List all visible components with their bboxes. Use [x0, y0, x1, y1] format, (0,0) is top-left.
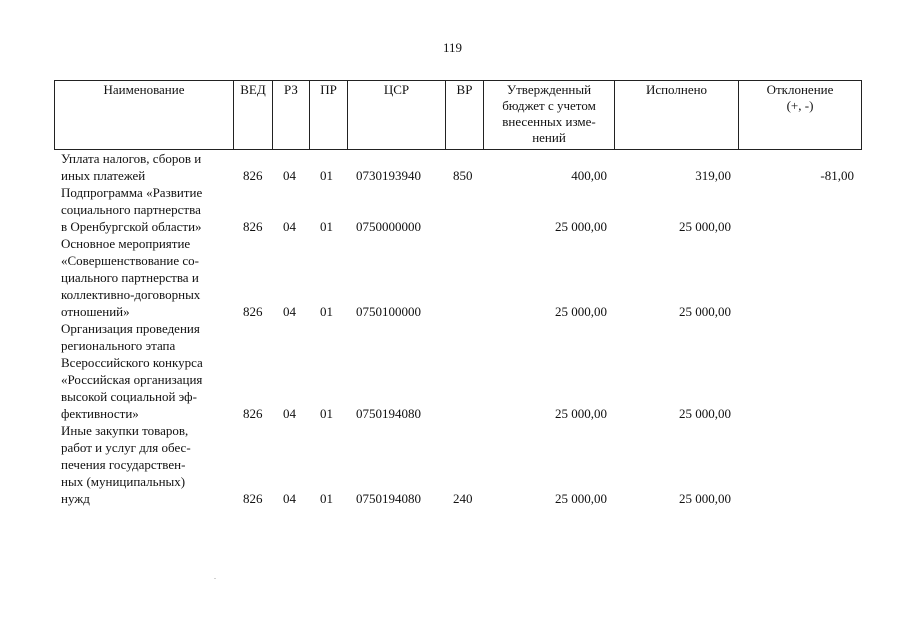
row-pr: 01	[320, 304, 333, 319]
row-ved: 826	[243, 219, 263, 234]
header-ved	[233, 80, 272, 150]
table-row	[0, 320, 905, 422]
row-name	[61, 184, 233, 235]
row-vr: 240	[453, 491, 473, 506]
row-name-line: нужд	[61, 491, 90, 506]
row-budget: 25 000,00	[555, 406, 607, 421]
row-csr: 0750194080	[356, 491, 421, 506]
row-name-line: Всероссийского конкурса	[61, 355, 203, 370]
row-ved: 826	[243, 304, 263, 319]
row-vr: 850	[453, 168, 473, 183]
row-budget: 25 000,00	[555, 304, 607, 319]
row-done: 25 000,00	[679, 491, 731, 506]
table-row	[0, 422, 905, 507]
header-budget-line: Утвержденный	[506, 82, 592, 97]
header-vr-label: ВР	[456, 82, 473, 97]
header-rz	[272, 80, 309, 150]
row-rz: 04	[283, 304, 296, 319]
row-name-line: коллективно-договорных	[61, 287, 201, 302]
row-done: 319,00	[695, 168, 731, 183]
row-done: 25 000,00	[679, 219, 731, 234]
row-name-line: ных (муниципальных)	[61, 474, 186, 489]
row-name-line: Иные закупки товаров,	[61, 423, 189, 438]
row-name-line: работ и услуг для обес-	[61, 440, 191, 455]
row-csr: 0750000000	[356, 219, 421, 234]
row-name-line: в Оренбургской области»	[61, 219, 202, 234]
row-ved: 826	[243, 406, 263, 421]
header-budget	[483, 80, 614, 150]
header-deviation-line: Отклонение	[766, 82, 834, 97]
header-name	[54, 80, 233, 150]
header-budget-line: внесенных изме-	[502, 114, 596, 129]
row-rz: 04	[283, 491, 296, 506]
scan-speck: .	[214, 572, 216, 581]
row-name-line: Подпрограмма «Развитие	[61, 185, 203, 200]
row-name	[61, 235, 233, 320]
row-name-line: социального партнерства	[61, 202, 201, 217]
row-name-line: высокой социальной эф-	[61, 389, 197, 404]
header-done-label: Исполнено	[645, 82, 708, 97]
row-done: 25 000,00	[679, 406, 731, 421]
page-number: 119	[442, 40, 463, 55]
row-name-line: циального партнерства и	[61, 270, 199, 285]
row-budget: 25 000,00	[555, 219, 607, 234]
row-pr: 01	[320, 168, 333, 183]
header-budget-line: нений	[532, 130, 566, 145]
row-name	[61, 422, 233, 507]
header-csr	[347, 80, 445, 150]
row-name	[61, 150, 233, 184]
row-budget: 400,00	[571, 168, 607, 183]
row-name-line: Основное мероприятие	[61, 236, 191, 251]
row-csr: 0730193940	[356, 168, 421, 183]
header-done	[614, 80, 738, 150]
row-name-line: печения государствен-	[61, 457, 186, 472]
row-ved: 826	[243, 168, 263, 183]
table-row	[0, 150, 905, 184]
row-name-line: «Совершенствование со-	[61, 253, 200, 268]
row-rz: 04	[283, 219, 296, 234]
header-name-label: Наименование	[103, 82, 185, 97]
row-budget: 25 000,00	[555, 491, 607, 506]
header-rz-label: РЗ	[284, 82, 298, 97]
header-vr	[445, 80, 483, 150]
row-pr: 01	[320, 219, 333, 234]
row-csr: 0750100000	[356, 304, 421, 319]
row-name	[61, 320, 233, 422]
header-csr-label: ЦСР	[383, 82, 410, 97]
row-name-line: отношений»	[61, 304, 130, 319]
row-done: 25 000,00	[679, 304, 731, 319]
row-deviation: -81,00	[820, 168, 854, 183]
row-name-line: регионального этапа	[61, 338, 176, 353]
row-pr: 01	[320, 491, 333, 506]
row-name-line: иных платежей	[61, 168, 146, 183]
row-name-line: Организация проведения	[61, 321, 200, 336]
header-pr-label: ПР	[320, 82, 337, 97]
header-deviation-line: (+, -)	[786, 98, 814, 113]
row-name-line: «Российская организация	[61, 372, 203, 387]
header-deviation	[738, 80, 862, 150]
row-rz: 04	[283, 168, 296, 183]
header-pr	[309, 80, 347, 150]
row-ved: 826	[243, 491, 263, 506]
header-budget-line: бюджет с учетом	[502, 98, 596, 113]
row-csr: 0750194080	[356, 406, 421, 421]
header-ved-label: ВЕД	[240, 82, 266, 97]
row-name-line: Уплата налогов, сборов и	[61, 151, 202, 166]
table-row	[0, 235, 905, 320]
row-rz: 04	[283, 406, 296, 421]
row-name-line: фективности»	[61, 406, 139, 421]
row-pr: 01	[320, 406, 333, 421]
table-row	[0, 184, 905, 235]
